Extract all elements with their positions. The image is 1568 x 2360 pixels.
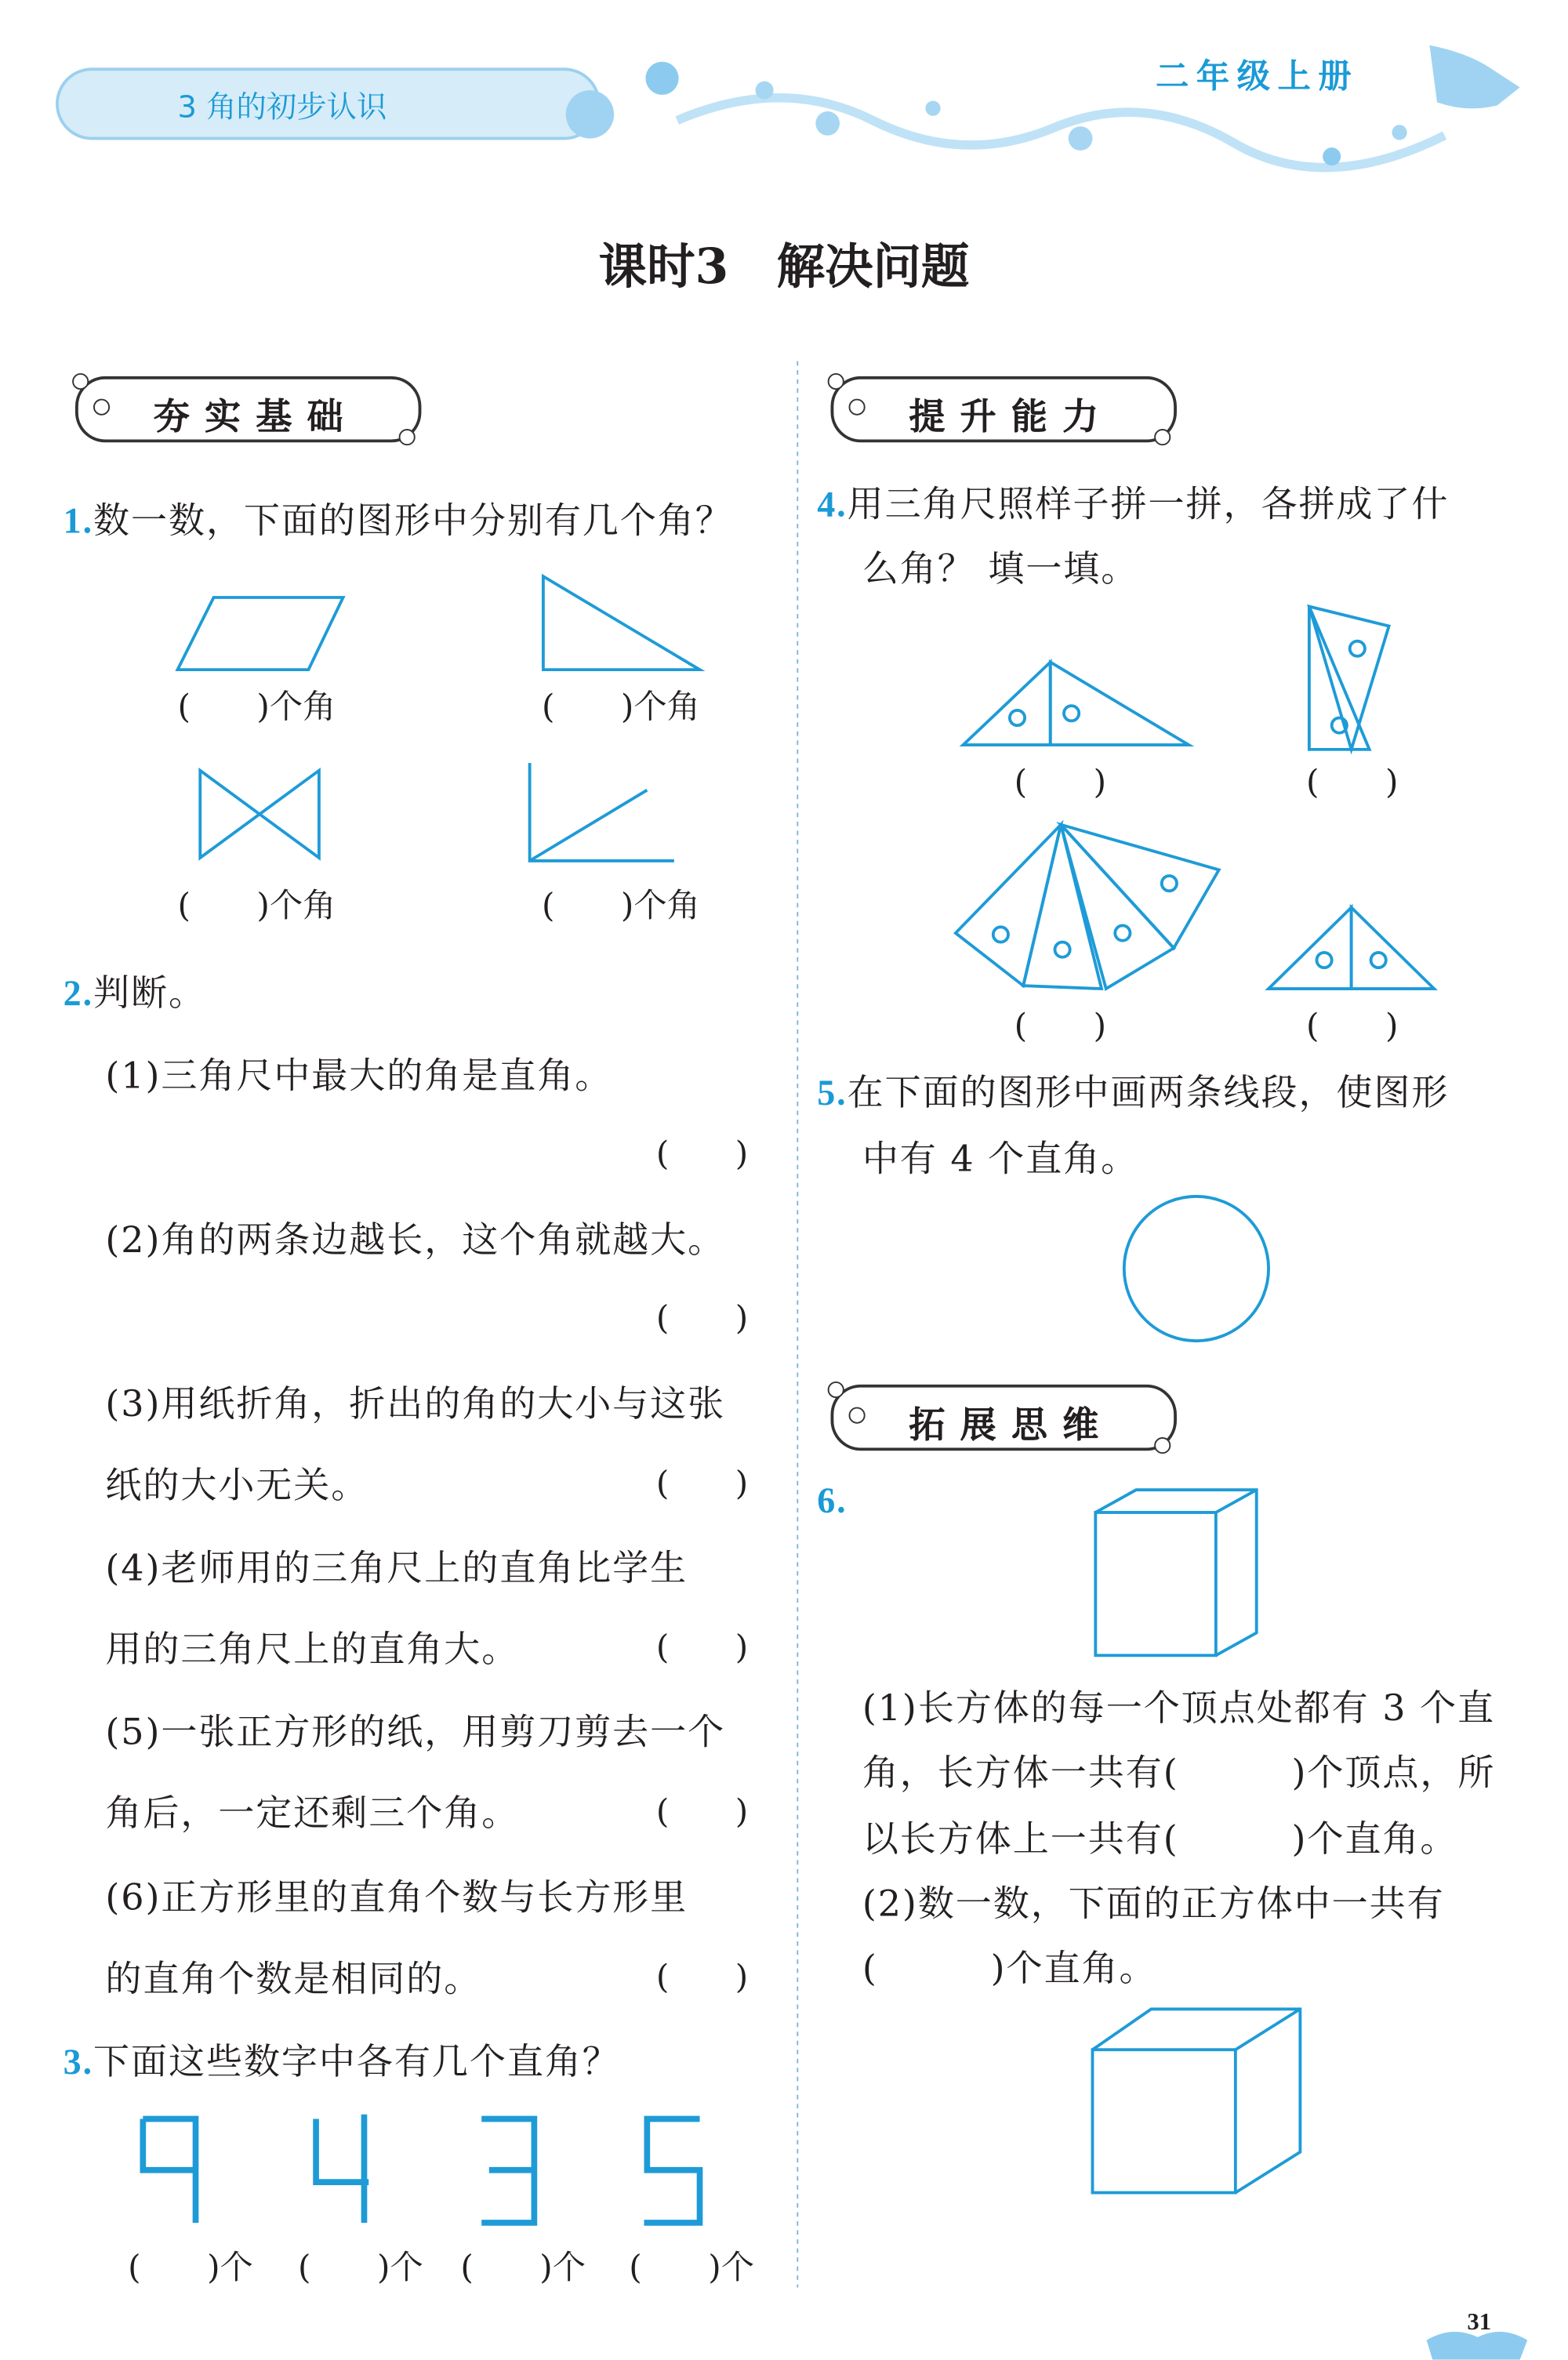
judge-blank[interactable]: ( ) bbox=[655, 1136, 749, 1175]
digit-blank[interactable]: ( )个 bbox=[298, 2249, 423, 2288]
grade-label: 二年级上册 bbox=[1156, 58, 1359, 96]
judge-blank[interactable]: ( ) bbox=[655, 1959, 749, 1998]
answer-blank[interactable]: ( )个角 bbox=[541, 888, 700, 926]
judge-blank[interactable]: ( ) bbox=[655, 1465, 749, 1504]
answer-blank[interactable]: ( )个角 bbox=[177, 689, 336, 728]
question-4: 4.用三角尺照样子拼一拼，各拼成了什 bbox=[817, 483, 1450, 525]
angle-blank[interactable]: ( ) bbox=[1014, 764, 1107, 803]
judge-item: (6)正方形里的直角个数与长方形里 bbox=[105, 1876, 688, 1919]
question-4-line2: 么角？ 填一填。 bbox=[862, 547, 1139, 590]
digit-9 bbox=[143, 2119, 195, 2223]
question-6-number: 6. bbox=[817, 1482, 848, 1522]
section-badge-extend: 拓展思维 bbox=[831, 1385, 1177, 1450]
angle-shape-ray bbox=[530, 790, 648, 861]
judge-item: 的直角个数是相同的。 bbox=[105, 1958, 482, 2000]
judge-item: (2)角的两条边越长，这个角就越大。 bbox=[105, 1218, 726, 1262]
digit-5 bbox=[644, 2119, 700, 2223]
judge-item: 角后，一定还剩三个角。 bbox=[105, 1792, 520, 1835]
chapter-label: 3 角的初步认识 bbox=[177, 89, 387, 125]
angle-blank[interactable]: ( ) bbox=[1306, 1008, 1399, 1046]
question-6-line: 以长方体上一共有( )个直角。 bbox=[862, 1817, 1458, 1861]
judge-item: (1)三角尺中最大的角是直角。 bbox=[105, 1055, 613, 1098]
judge-item: (4)老师用的三角尺上的直角比学生 bbox=[105, 1547, 688, 1589]
digit-blank[interactable]: ( )个 bbox=[128, 2249, 253, 2288]
page-title: 课时3 解决问题 bbox=[598, 238, 970, 296]
judge-item: 用的三角尺上的直角大。 bbox=[105, 1628, 520, 1671]
judge-blank[interactable]: ( ) bbox=[655, 1300, 749, 1338]
judge-item: 纸的大小无关。 bbox=[105, 1464, 369, 1507]
answer-blank[interactable]: ( )个角 bbox=[177, 888, 336, 926]
bowtie-shape bbox=[200, 771, 319, 858]
question-6-line: ( )个直角。 bbox=[862, 1947, 1157, 1990]
digits-figure bbox=[143, 2115, 699, 2223]
digit-blank[interactable]: ( )个 bbox=[460, 2249, 586, 2288]
section-badge-basic: 夯实基础 bbox=[75, 376, 421, 442]
section-badge-improve: 提升能力 bbox=[831, 376, 1177, 442]
question-5: 5.在下面的图形中画两条线段，使图形 bbox=[817, 1071, 1450, 1114]
question-1: 1.数一数，下面的图形中分别有几个角？ bbox=[63, 499, 733, 542]
angle-blank[interactable]: ( ) bbox=[1306, 764, 1399, 803]
judge-item: (3)用纸折角，折出的角的大小与这张 bbox=[105, 1382, 726, 1425]
question-6-line: 角，长方体一共有( )个顶点，所 bbox=[862, 1752, 1496, 1794]
judge-item: (5)一张正方形的纸，用剪刀剪去一个 bbox=[105, 1711, 726, 1754]
judge-blank[interactable]: ( ) bbox=[655, 1629, 749, 1668]
digit-blank[interactable]: ( )个 bbox=[629, 2249, 754, 2288]
question-3: 3.下面这些数字中各有几个直角？ bbox=[63, 2040, 620, 2083]
digit-3 bbox=[481, 2119, 534, 2223]
parallelogram-shape bbox=[177, 597, 343, 670]
bird-icon bbox=[1429, 45, 1519, 109]
angle-blank[interactable]: ( ) bbox=[1014, 1008, 1107, 1046]
decor-dot bbox=[566, 90, 614, 138]
question-5-line2: 中有 4 个直角。 bbox=[862, 1138, 1139, 1180]
question-6-line: (1)长方体的每一个顶点处都有 3 个直 bbox=[862, 1686, 1495, 1730]
judge-blank[interactable]: ( ) bbox=[655, 1793, 749, 1832]
digit-4 bbox=[316, 2115, 368, 2223]
circle-shape bbox=[1124, 1196, 1269, 1341]
question-2: 2.判断。 bbox=[63, 971, 206, 1015]
cube-figure bbox=[1092, 2009, 1300, 2192]
question-6-line: (2)数一数，下面的正方体中一共有 bbox=[862, 1883, 1445, 1925]
decor-dot bbox=[645, 62, 678, 95]
page-number: 31 bbox=[1467, 2310, 1492, 2336]
answer-blank[interactable]: ( )个角 bbox=[541, 689, 700, 728]
right-triangle-shape bbox=[543, 576, 700, 670]
cuboid-figure bbox=[1095, 1490, 1256, 1655]
